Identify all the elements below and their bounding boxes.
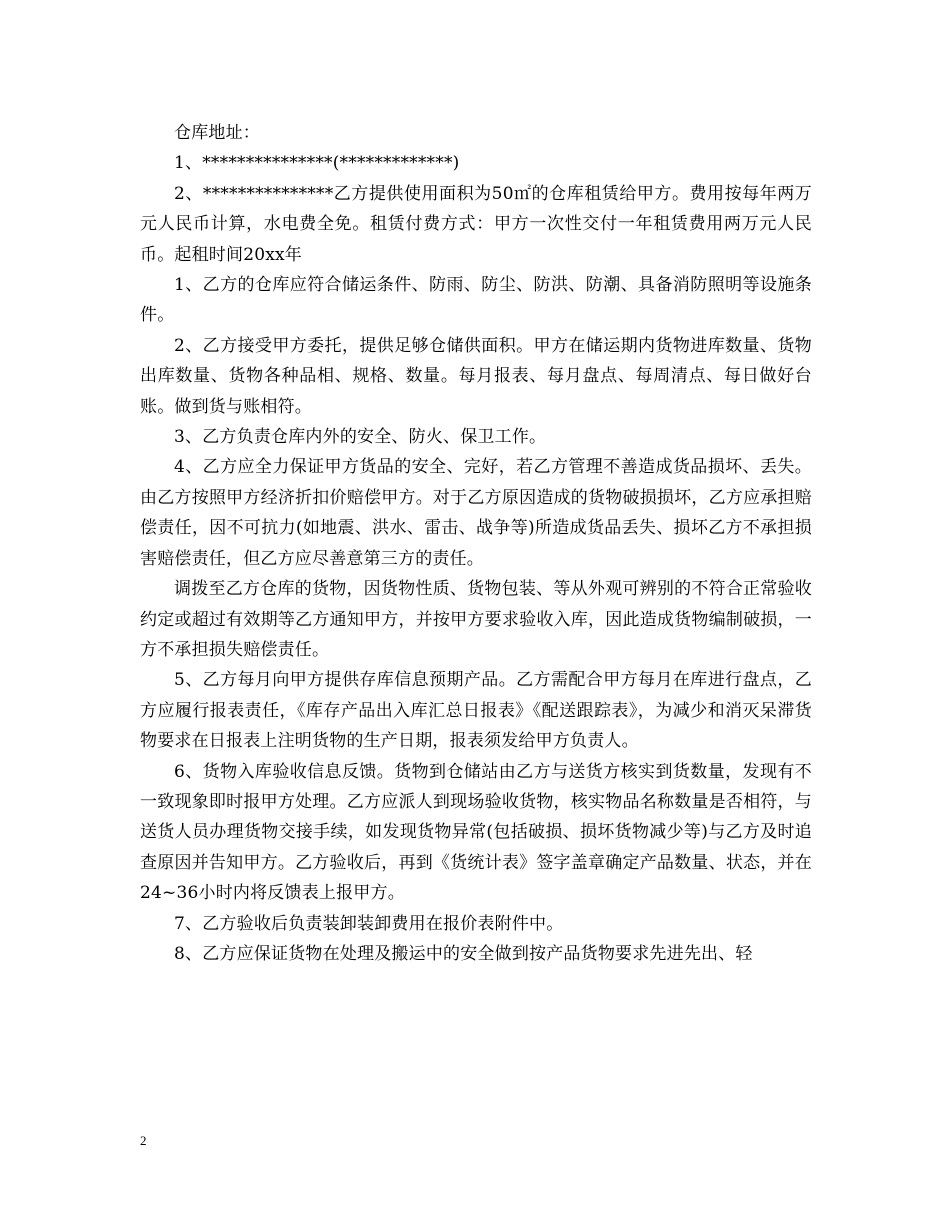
paragraph-clause-5-reporting: 5、乙方每月向甲方提供存库信息预期产品。乙方需配合甲方每月在库进行盘点，乙方应履行报表责任，《库存产品出入库汇总日报表》《配送跟踪表》，为减少和消灭呆滞货物要求在日报表上注明货物的生产日期，报表须发给甲方负责人。 [140,670,812,752]
page-number: 2 [140,1133,147,1148]
paragraph-warehouse-address: 仓库地址： [174,123,260,143]
paragraph-clause-8-handling: 8、乙方应保证货物在处理及搬运中的安全做到按产品货物要求先进先出、轻 [174,943,753,964]
paragraph-clause-1-storage-conditions: 1、乙方的仓库应符合储运条件、防雨、防尘、防洪、防潮、具备消防照明等设施条件。 [140,275,812,326]
document-body [140,118,812,969]
paragraph-clause-6-inspection: 6、货物入库验收信息反馈。货物到仓储站由乙方与送货方核实到货数量，发现有不一致现象即时报甲方处理。乙方应派人到现场验收货物，核实物品名称数量是否相符，与送货人员办理货物交接手续，如发现货物异常(包括破损、损坏货物减少等)与乙方及时追查原因并告知甲方。乙方验收后，再到《货统计表》签字盖章确定产品数量、状态，并在24~36小时内将反馈表上报甲方。 [140,761,812,904]
paragraph-clause-2-inventory: 2、乙方接受甲方委托，提供足够仓储供面积。甲方在储运期内货物进库数量、货物出库数量、货物各种品相、规格、数量。每月报表、每月盘点、每周清点、每日做好台账。做到货与账相符。 [140,335,812,417]
paragraph-transfer-goods: 调拨至乙方仓库的货物，因货物性质、货物包装、等从外观可辨别的不符合正常验收约定或超过有效期等乙方通知甲方，并按甲方要求验收入库，因此造成货物编制破损，一方不承担损失赔偿责任。 [140,579,812,660]
paragraph-clause-3-security: 3、乙方负责仓库内外的安全、防火、保卫工作。 [174,427,547,448]
paragraph-address-1: 1、***************(*************) [174,153,460,174]
paragraph-clause-7-loading: 7、乙方验收后负责装卸装卸费用在报价表附件中。 [174,913,564,934]
paragraph-clause-4-liability: 4、乙方应全力保证甲方货品的安全、完好，若乙方管理不善造成货品损坏、丢失。由乙方按照甲方经济折扣价赔偿甲方。对于乙方原因造成的货物破损损坏，乙方应承担赔偿责任，因不可抗力(如地震、洪水、雷击、战争等)所造成货品丢失、损坏乙方不承担损害赔偿责任，但乙方应尽善意第三方的责任。 [140,457,812,569]
paragraph-address-2-lease-terms: 2、***************乙方提供使用面积为50㎡的仓库租赁给甲方。费用按每年两万元人民币计算，水电费全免。租赁付费方式：甲方一次性交付一年租赁费用两万元人民币。起租时间20xx年 [140,183,812,265]
